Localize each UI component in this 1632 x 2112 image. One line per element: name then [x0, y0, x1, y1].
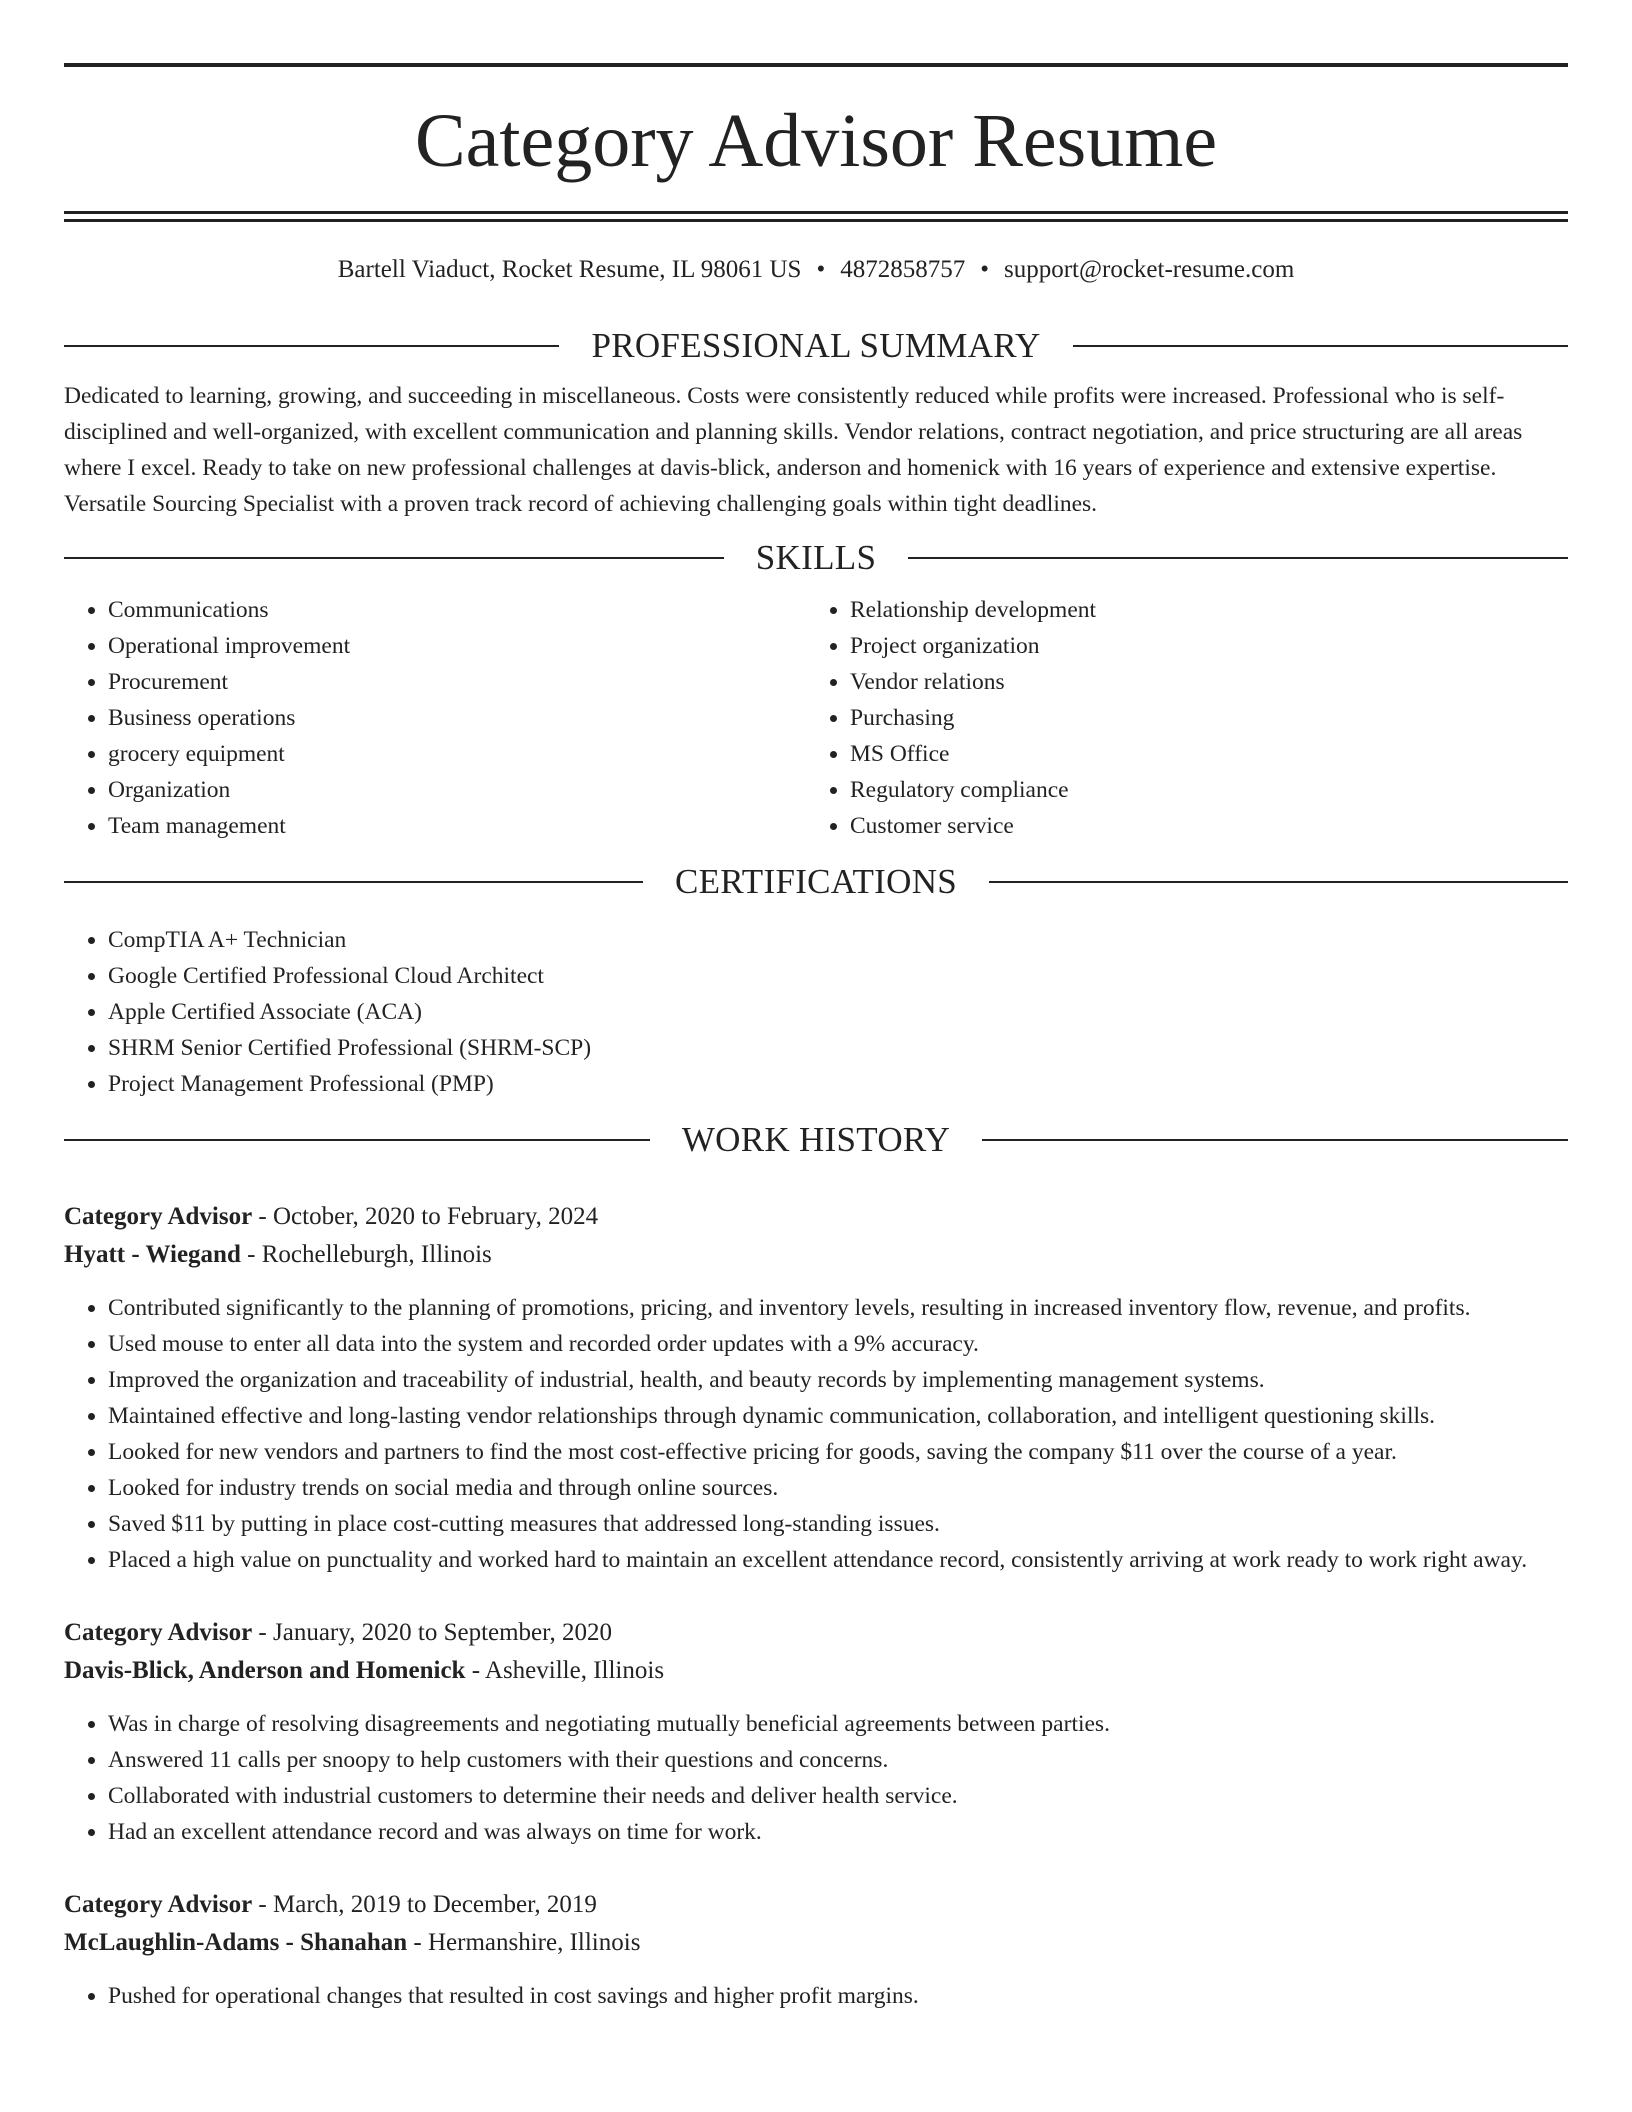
skills-column-right — [806, 592, 1548, 844]
certification-item: • CompTIA A+ Technician — [108, 922, 1568, 958]
skills-heading-label: SKILLS — [755, 538, 877, 577]
summary-heading-label: PROFESSIONAL SUMMARY — [591, 326, 1041, 365]
job-entry — [64, 1198, 1568, 1578]
contact-phone: 4872858757 — [840, 256, 966, 283]
contact-address: Bartell Viaduct, Rocket Resume, IL 98061 US — [337, 256, 802, 283]
job-company: Davis-Blick, Anderson and Homenick — [64, 1657, 466, 1684]
skill-item: • Procurement — [108, 664, 806, 700]
certification-item: • Apple Certified Associate (ACA) — [108, 994, 1568, 1030]
job-dates: - March, 2019 to December, 2019 — [252, 1891, 597, 1918]
job-bullet: • Used mouse to enter all data into the system and recorded order updates with a 9% accuracy. — [108, 1326, 1568, 1362]
job-company-line — [64, 1236, 1568, 1274]
job-company: Hyatt - Wiegand — [64, 1241, 241, 1268]
skills-columns — [64, 592, 1568, 844]
job-bullet: • Maintained effective and long-lasting vendor relationships through dynamic communication, collaboration, and intelligent questioning skills. — [108, 1398, 1568, 1434]
certification-item: • Project Management Professional (PMP) — [108, 1066, 1568, 1102]
heading-rule-left — [64, 345, 559, 347]
job-bullet: • Collaborated with industrial customers to determine their needs and deliver health service. — [108, 1778, 1568, 1814]
job-company: McLaughlin-Adams - Shanahan — [64, 1929, 408, 1956]
skills-heading — [64, 536, 1568, 580]
heading-rule-right — [989, 881, 1568, 883]
job-bullet-list — [64, 1290, 1568, 1578]
skill-item: • Relationship development — [850, 592, 1548, 628]
title-rule-lower — [64, 219, 1568, 222]
skill-item: • Business operations — [108, 700, 806, 736]
skills-list-right — [806, 592, 1548, 844]
summary-heading — [64, 324, 1568, 368]
job-title: Category Advisor — [64, 1619, 253, 1646]
job-bullet: • Improved the organization and traceability of industrial, health, and beauty records by implementing management systems. — [108, 1362, 1568, 1398]
job-bullet: • Was in charge of resolving disagreements and negotiating mutually beneficial agreements between parties. — [108, 1706, 1568, 1742]
job-bullet: • Looked for industry trends on social media and through online sources. — [108, 1470, 1568, 1506]
job-bullet: • Placed a high value on punctuality and worked hard to maintain an excellent attendance record, consistently arriving at work ready to work right away. — [108, 1542, 1568, 1578]
skill-item: • Operational improvement — [108, 628, 806, 664]
certifications-list — [64, 922, 1568, 1102]
certifications-heading — [64, 860, 1568, 904]
heading-rule-right — [982, 1139, 1568, 1141]
job-bullet-list — [64, 1706, 1568, 1850]
skill-item: • Project organization — [850, 628, 1548, 664]
job-bullet: • Answered 11 calls per snoopy to help customers with their questions and concerns. — [108, 1742, 1568, 1778]
skill-item: • grocery equipment — [108, 736, 806, 772]
heading-rule-left — [64, 881, 643, 883]
work-history-heading — [64, 1118, 1568, 1162]
job-bullet: • Had an excellent attendance record and was always on time for work. — [108, 1814, 1568, 1850]
heading-rule-left — [64, 557, 724, 559]
skill-item: • Regulatory compliance — [850, 772, 1548, 808]
page-title: Category Advisor Resume — [414, 99, 1218, 183]
job-company-line — [64, 1924, 1568, 1962]
contact-separator: • — [980, 256, 989, 283]
job-bullet: • Saved $11 by putting in place cost-cutting measures that addressed long-standing issues. — [108, 1506, 1568, 1542]
contact-line — [64, 254, 1568, 286]
job-bullet-list — [64, 1978, 1568, 2014]
skill-item: • Organization — [108, 772, 806, 808]
job-bullet: • Looked for new vendors and partners to find the most cost-effective pricing for goods, saving the company $11 over the course of a year. — [108, 1434, 1568, 1470]
job-company-line — [64, 1652, 1568, 1690]
job-title: Category Advisor — [64, 1203, 253, 1230]
title-rule-upper — [64, 211, 1568, 214]
job-title-line — [64, 1614, 1568, 1652]
skill-item: • MS Office — [850, 736, 1548, 772]
job-location: - Rochelleburgh, Illinois — [240, 1241, 492, 1268]
skills-list-left — [64, 592, 806, 844]
job-location: - Hermanshire, Illinois — [407, 1929, 641, 1956]
work-history-heading-label: WORK HISTORY — [681, 1120, 951, 1159]
skill-item: • Communications — [108, 592, 806, 628]
job-title: Category Advisor — [64, 1891, 253, 1918]
summary-text: Dedicated to learning, growing, and succeeding in miscellaneous. Costs were consistently reduced while profits were increased. Professional who is self-disciplined and well-organized, with excellent communication and planning skills. Vendor relations, contract negotiation, and price structuring are all areas where I excel. Ready to take on new professional challenges at davis-blick, anderson and homenick with 16 years of experience and extensive expertise. Versatile Sourcing Specialist with a proven track record of achieving challenging goals within tight deadlines. — [64, 383, 1523, 517]
job-bullet: • Contributed significantly to the planning of promotions, pricing, and inventory levels, resulting in increased inventory flow, revenue, and profits. — [108, 1290, 1568, 1326]
certifications-heading-label: CERTIFICATIONS — [674, 862, 958, 901]
certification-item: • SHRM Senior Certified Professional (SHRM-SCP) — [108, 1030, 1568, 1066]
certification-item: • Google Certified Professional Cloud Architect — [108, 958, 1568, 994]
skill-item: • Purchasing — [850, 700, 1548, 736]
skill-item: • Vendor relations — [850, 664, 1548, 700]
job-title-line — [64, 1198, 1568, 1236]
work-history-list — [64, 1198, 1568, 2014]
job-bullet: • Pushed for operational changes that resulted in cost savings and higher profit margins. — [108, 1978, 1568, 2014]
job-entry — [64, 1886, 1568, 2014]
job-location: - Asheville, Illinois — [465, 1657, 665, 1684]
heading-rule-left — [64, 1139, 650, 1141]
heading-rule-right — [908, 557, 1568, 559]
top-rule — [64, 63, 1568, 67]
contact-email: support@rocket-resume.com — [1003, 256, 1295, 283]
skill-item: • Customer service — [850, 808, 1548, 844]
job-dates: - October, 2020 to February, 2024 — [252, 1203, 599, 1230]
contact-separator: • — [816, 256, 826, 283]
job-entry — [64, 1614, 1568, 1850]
skills-column-left — [64, 592, 806, 844]
job-title-line — [64, 1886, 1568, 1924]
resume-page — [64, 0, 1568, 2014]
job-dates: - January, 2020 to September, 2020 — [252, 1619, 612, 1646]
skill-item: • Team management — [108, 808, 806, 844]
heading-rule-right — [1073, 345, 1568, 347]
